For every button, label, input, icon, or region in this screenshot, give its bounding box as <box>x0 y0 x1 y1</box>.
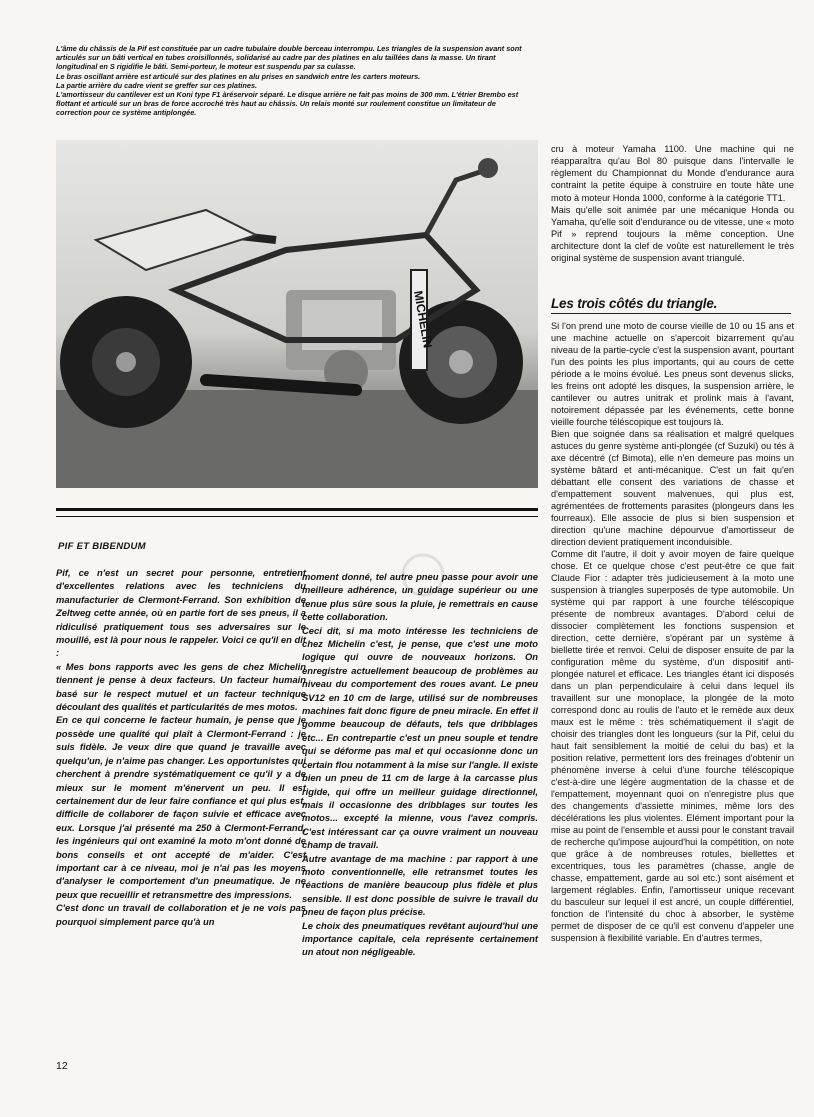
article-paragraph: Bien que soignée dans sa réalisation et malgré quelques astuces du genre système anti-plongée (cf Suzuki) ou tés à axe décentré (cf Bimota), elle n'en demeure pas moins un système bâtard et anti-mécanique. C'est un fait qu'en débattant elle consent des variations de chasse et d'empattement souvent malvenues, qui plus est, agrémentées de frottements parasites (plongeurs dans les fourreaux). Elle associe de plus si bien suspension et direction qu'une machine dépourvue d'amortisseur de direction devient pratiquement inconduisible. <box>551 429 794 547</box>
page-number: 12 <box>56 1060 68 1072</box>
article-column-body <box>551 320 794 944</box>
article-paragraph: Mais qu'elle soit animée par une mécanique Honda ou Yamaha, qu'elle soit d'endurance ou de vitesse, une « moto Pif » reprend toujours la même conception. Une architecture dont la clef de voûte est naturellement le très original système de suspension avant triangulé. <box>551 204 794 264</box>
divider-rule-thin <box>56 516 538 517</box>
sidebar-paragraph: En ce qui concerne le facteur humain, je pense que je possède une qualité qui plaît à Clermont-Ferrand : je suis fidèle. Je veux dire que quand je travaille avec quelqu'un, je n'aime pas changer. Les opportunistes qui cherchent à prendre systématiquement ce qu'il y a de mieux sur le moment m'énervent un peu. Il est certainement dur de leur faire confiance et qui plus est, difficile de collaborer de façon suivie et efficace avec eux. Lorsque j'ai présenté ma 250 à Clermont-Ferrand, les ingénieurs qui ont examiné la moto m'ont donné de bons conseils et ont accepté de m'aider. C'est important car à ce niveau, moi je n'ai pas les moyens d'analyser le comportement d'un pneumatique. Je ne peux que recueillir et retransmettre des impressions. <box>56 714 306 900</box>
sidebar-paragraph: Pif, ce n'est un secret pour personne, entretient d'excellentes relations avec les techniciens du manufacturier de Clermont-Ferrand. Son exhibition de Zeltweg cette année, où en partie fort de ses pneus, il a ridiculisé pratiquement tous ses adversaires sur le mouillé, est là pour nous le rappeler. Voici ce qu'il en dit : <box>56 567 306 659</box>
tire-brand-text: MICHELIN <box>411 289 435 350</box>
caption-line: La partie arrière du cadre vient se greffer sur ces platines. <box>56 80 258 90</box>
sidebar-paragraph: Ceci dit, si ma moto intéresse les techniciens de chez Michelin c'est, je pense, que c'est une moto logique qui ouvre de nouveaux horizons. On enregistre actuellement beaucoup de problèmes au niveau du comportement des roues avant. Le pneu SV12 en 10 cm de large, utilisé sur de nombreuses machines fait donc figure de pneu miracle. En effet il gomme beaucoup de défauts, tels que dribblages etc... En contrepartie c'est un pneu souple et tendre qui se déforme pas mal et qui occasionne donc un certain flou notamment à la mise sur l'angle. Il existe bien un pneu de 11 cm de large à la carcasse plus rigide, qui offre un meilleur guidage directionnel, mais il occasionne des dribblages sur toutes les motos... excepté la mienne, vous l'avez compris. C'est intéressant car ça ouvre vraiment un nouveau champ de travail. <box>302 624 538 851</box>
article-paragraph: Si l'on prend une moto de course vieille de 10 ou 15 ans et une machine actuelle on s'apercoit bizarrement qu'au niveau de la partie-cycle c'est la suspension avant, pourtant l'un des points les plus importants, qui au cours de cette période a le moins évolué. Les pneus sont devenus slicks, les freins ont adopté les disques, la suspension arrière, le cantilever ou autres unitrak et prolink mais à l'avant, notoirement dépassée par les événements, cette bonne vieille fourche téléscopique est toujours là. <box>551 321 794 427</box>
sidebar-title: PIF ET BIBENDUM <box>58 541 146 552</box>
photo-caption <box>56 44 524 118</box>
sidebar-paragraph: Autre avantage de ma machine : par rapport à une moto conventionnelle, elle retransmet toutes les réactions de manière beaucoup plus fidèle et plus sensible. Il est donc possible de suivre le travail du pneu de façon plus précise. <box>302 852 538 918</box>
sidebar-column-1 <box>56 566 306 928</box>
motorcycle-illustration <box>56 140 538 488</box>
motorcycle-photo <box>56 140 538 488</box>
divider-rule <box>56 508 538 511</box>
article-paragraph: Comme dit l'autre, il doit y avoir moyen de faire quelque chose. Et ce quelque chose c'est peut-être ce que fait Claude Fior : adapter très judicieusement à la moto une suspension à triangles superposés de type automobile. Un système qui par rapport à une fourche téléscopique présente de nombreux avantages. D'abord celui de dissocier complètement les fonctions suspension et direction, cette dernière, s'opérant par un système à biellette tirée et renvoi. Celui de disposer ensuite de par la configuration même du système, d'un dispositif anti-plongée naturel et efficace. Les triangles étant ici disposés dans un plan perpendiculaire à celui dans lequel ils travaillent sur une monoplace, la plongée de la moto correspond donc au roulis de l'auto et le remède aux deux maux est le même : très schématiquement il s'agit de choisir des triangles dont les longueurs (sur la Pif, celui du haut fait sensiblement la moitié de celui du bas) et la position relative, permettent lors des freinages d'obtenir un phénomène inverse à celui d'une fourche téléscopique c'est-à-dire une légère augmentation de la chasse et de l'empattement, moyennant quoi on n'enregistre plus que des changements d'assiette minimes, même lors des décélérations les plus violentes. Elément important pour la mise au point de l'ensemble et aussi pour le constant travail de recherche qu'impose aujourd'hui la compétition, on note que grâce à de nombreuses rotules, biellettes et excentriques, tous les paramètres (chasse, angle de chasse, empattement, garde au sol etc.) sont aisément et largement réglables. Enfin, l'amortisseur unique recevant du basculeur sur lequel il est ancré, un couple différentiel, fonction de l'intensité du choc à absorber, le système permet de disposer de ce qu'il est convenu d'appeler une suspension à flexibilité variable. En d'autres termes, <box>551 549 794 943</box>
sidebar-paragraph: C'est donc un travail de collaboration et je ne vois pas pourquoi simplement parce qu'à un <box>56 902 306 927</box>
sidebar-paragraph: Le choix des pneumatiques revêtant aujourd'hui une importance capitale, cela représente certainement un atout non négligeable. <box>302 919 538 958</box>
sidebar-paragraph: moment donné, tel autre pneu passe pour avoir une meilleure adhérence, un guidage supérieur ou une tenue plus sûre sous la pluie, je remettrais en cause cette collaboration. <box>302 571 538 623</box>
sidebar-column-2 <box>302 570 538 959</box>
caption-line: L'amortisseur du cantilever est un Koni type F1 àréservoir séparé. Le disque arrière ne fait pas moins de 300 mm. L'étrier Brembo est flottant et articulé sur un bras de force accroché très haut au châssis. Un relais monté sur roulement constitue un limitateur de correction pour ce système antiplongée. <box>56 90 519 118</box>
caption-line: L'âme du châssis de la Pif est constituée par un cadre tubulaire double berceau interrompu. Les triangles de la suspension avant sont articulés sur un bâti vertical en tubes croisillonnés, solidarisé au cadre par des platines en alu taillées dans la masse. Un tirant longitudinal en S rigidifie le bâti. Semi-porteur, le moteur est suspendu par sa culasse. <box>56 44 522 72</box>
article-column-top <box>551 143 794 265</box>
article-paragraph: cru à moteur Yamaha 1100. Une machine qui ne réapparaîtra qu'au Bol 80 puisque dans l'intervalle le règlement du Championnat du Monde d'endurance aura contraint la petite équipe à construire en toute hâte une moto à moteur Honda 1000, conforme à la catégorie TT1. <box>551 144 794 203</box>
sidebar-paragraph: « Mes bons rapports avec les gens de chez Michelin tiennent je pense à deux facteurs. Un facteur humain basé sur le respect mutuel et un facteur technique découlant des qualités et particularités de mes motos. <box>56 660 306 713</box>
section-heading: Les trois côtés du triangle. <box>551 296 791 314</box>
caption-line: Le bras oscillant arrière est articulé sur des platines en alu prises en sandwich entre les carters moteurs. <box>56 71 421 81</box>
